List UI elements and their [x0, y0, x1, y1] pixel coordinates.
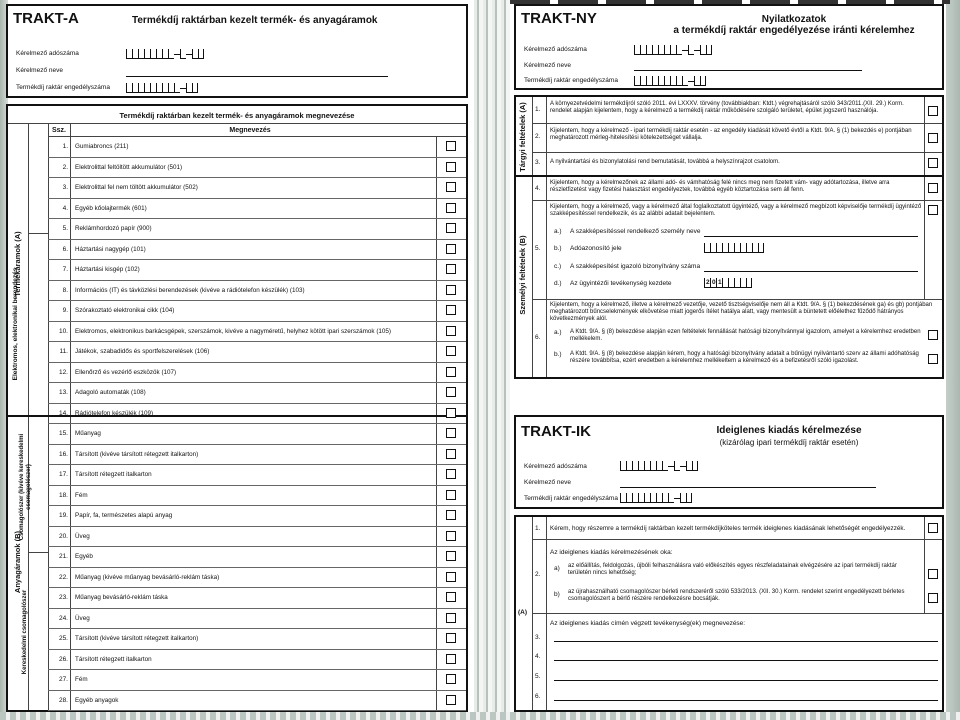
row-number: 26.: [58, 655, 68, 663]
sub-label: a.): [554, 329, 562, 336]
trakt-ny-table: [514, 95, 944, 379]
item-number: 2.: [535, 133, 541, 140]
row-number: 13.: [58, 389, 68, 396]
table-row: [48, 588, 466, 609]
row-number: 4.: [62, 204, 68, 212]
row-number: 25.: [58, 635, 68, 642]
reason-checkbox-a[interactable]: [928, 569, 938, 579]
request-text: Kérem, hogy részemre a termékdíj raktárban kezelt termékdíjköteles termék ideiglenes kiadásának lehetőségét engedélyezzék.: [550, 525, 906, 532]
table-row: [48, 301, 466, 322]
row-label: Játékok, szabadidős és sportfelszerelések (106): [75, 348, 210, 355]
form-code: TRAKT-NY: [521, 10, 597, 27]
divider: [28, 233, 48, 234]
name-field[interactable]: [620, 487, 876, 488]
table-row: [48, 486, 466, 507]
row-label: Gumiabroncs (211): [75, 143, 129, 150]
sub-label: b.): [554, 351, 562, 358]
row-number: 22.: [58, 573, 68, 581]
row-label: Elektrolittal feltöltött akkumulátor (501): [75, 163, 183, 171]
divider: [28, 552, 48, 553]
declaration-text-6: Kijelentem, hogy a kérelmező, illetve a kérelmező vezetője, vezető tisztségviselője nem áll a Ktdt. 9/A. § (1) bekezdésének ga) és gb) pontjában meghatározott bűncselekmények elkövetése miatt jogerős ítélet hatálya alatt, vagy mentesült a büntetett előélethez fűződő hátrányos következmények alól.: [550, 302, 933, 322]
row-label: Szórakoztató elektronikai cikk (104): [75, 307, 175, 314]
item-number: 5.: [535, 245, 541, 252]
row-checkbox[interactable]: [446, 367, 456, 377]
divider: [532, 200, 942, 201]
row-label: Műanyag: [75, 430, 101, 437]
row-number: 18.: [58, 491, 68, 499]
form-title-line2: a termékdíj raktár engedélyezése iránti kérelemhez: [673, 25, 915, 36]
row-number: 2.: [62, 163, 68, 171]
year-digit: 1: [718, 279, 722, 286]
form-title-line1: Nyilatkozatok: [761, 14, 827, 25]
row-checkbox[interactable]: [446, 182, 456, 192]
tax-number-field[interactable]: [126, 49, 204, 59]
table-row: [48, 670, 466, 691]
row-checkbox[interactable]: [446, 633, 456, 643]
table-row: [48, 629, 466, 650]
form-title-line2: (kizárólag ipari termékdíj raktár esetén): [719, 438, 859, 447]
row-number: 27.: [58, 676, 68, 683]
trakt-a-table: [6, 104, 468, 712]
table-row: [48, 506, 466, 527]
row-number: 24.: [58, 614, 68, 622]
sub-label: a): [554, 565, 560, 572]
table-title: Termékdíj raktárban kezelt termék- és anyagáramok megnevezése: [119, 111, 355, 120]
table-row: [48, 404, 466, 425]
row-number: 1.: [62, 143, 68, 150]
row-label: Háztartási nagygép (101): [75, 245, 146, 253]
row-checkbox[interactable]: [446, 674, 456, 684]
qualified-person-name-field[interactable]: [704, 236, 918, 237]
divider: [532, 539, 942, 540]
form-title: Termékdíj raktárban kezelt termék- és anyagáramok: [132, 15, 378, 26]
declaration-checkbox-4[interactable]: [928, 183, 938, 193]
declaration-text-3: A nyilvántartási és bizonylatolási rend bemutatását, továbbá a helyszínrajzot csatolom.: [550, 159, 780, 165]
year-digit: 0: [712, 279, 716, 286]
row-number: 17.: [58, 471, 68, 478]
sub-text: A Ktdt. 9/A. § (8) bekezdése alapján ezen feltételek fennállását hatósági bizonyítvánnyal igazolom, amelyet a kérelemhez eredetben mellékelem.: [570, 329, 921, 342]
row-number: 6.: [62, 245, 68, 253]
divider: [532, 123, 942, 124]
divider: [924, 97, 925, 299]
row-checkbox[interactable]: [446, 613, 456, 623]
declaration-text-2: Kijelentem, hogy a kérelmező - ipari termékdíj raktár esetén - az engedély kiadását követő évtől a Ktdt. 9/A. § (1) bekezdés e) pontjában meghatározott mérleg-hitelesítési kötelezettséget vállalja.: [550, 128, 912, 141]
declaration-text-1: A környezetvédelmi termékdíjról szóló 2011. évi LXXXV. törvény (továbbiakban: Ktdt.) végrehajtásáról szóló 343/2011.(XII. 29.) Korm. rendelet alapján kijelentem, hogy a kérelmező a termékdíj raktár működésére szolgáló területet, épület jogszerű használója.: [550, 101, 904, 114]
row-checkbox[interactable]: [446, 326, 456, 336]
request-checkbox[interactable]: [928, 523, 938, 533]
row-label: Üveg: [75, 614, 90, 622]
row-checkbox[interactable]: [446, 449, 456, 459]
row-number: 15.: [58, 430, 68, 437]
row-label: Elektromos, elektronikus barkácsgépek, szerszámok, kivéve a nagyméretű, helyhez kötött ipari szerszámok (105): [75, 327, 392, 335]
permit-label: Termékdíj raktár engedélyszáma: [524, 495, 618, 502]
table-row: [48, 445, 466, 466]
activity-number: 4.: [535, 653, 541, 660]
row-label: Egyéb: [75, 553, 93, 560]
divider: [532, 299, 942, 300]
year-digit: 2: [706, 279, 710, 286]
row-number: 28.: [58, 696, 68, 704]
table-row: [48, 137, 466, 158]
row-number: 23.: [58, 594, 68, 601]
row-number: 20.: [58, 532, 68, 540]
row-checkbox[interactable]: [446, 141, 456, 151]
table-row: [48, 547, 466, 568]
table-row: [48, 363, 466, 384]
group-sublabel-a: Elektromos, elektronikai berendezés: [12, 267, 19, 381]
row-label: Műanyag (kivéve műanyag bevásárló-reklám táska): [75, 573, 220, 581]
row-checkbox[interactable]: [446, 305, 456, 315]
activity-number: 3.: [535, 634, 541, 641]
column-header-name: Megnevezés: [229, 127, 271, 134]
row-label: Rádiótelefon készülék (109): [75, 409, 154, 417]
declaration-text-4: Kijelentem, hogy a kérelmezőnek az állami adó- és vámhatóság felé nincs meg nem fizetett vám- vagy adótartozása, illetve arra részletfizetést vagy fizetési halasztást engedélyeztek, továbbá egyéb köztartozása sem áll fenn.: [550, 180, 890, 193]
tax-number-label: Kérelmező adószáma: [524, 46, 587, 53]
row-checkbox[interactable]: [446, 469, 456, 479]
column-header-ssz: Ssz.: [51, 127, 66, 134]
row-label: Papír, fa, természetes alapú anyag: [75, 512, 173, 519]
row-label: Reklámhordozó papír (900): [75, 225, 152, 232]
row-checkbox[interactable]: [446, 203, 456, 213]
row-number: 3.: [62, 184, 68, 191]
activity-number: 6.: [535, 693, 541, 700]
group-label-b: Személyi feltételek (B): [518, 235, 527, 315]
table-row: [48, 342, 466, 363]
table-row: [48, 527, 466, 548]
activity-number: 5.: [535, 673, 541, 680]
sub-text: A szakképesítést igazoló bizonyítvány száma: [570, 263, 701, 270]
background-strip-bottom: [0, 712, 960, 720]
row-number: 7.: [62, 266, 68, 273]
divider: [8, 123, 466, 124]
row-checkbox[interactable]: [446, 572, 456, 582]
row-checkbox[interactable]: [446, 551, 456, 561]
row-label: Társított (kivéve társított rétegzett italkarton): [75, 635, 199, 642]
row-checkbox[interactable]: [446, 510, 456, 520]
activity-line-4[interactable]: [554, 660, 938, 661]
permit-number-field[interactable]: [634, 76, 706, 86]
tax-number-field[interactable]: [634, 45, 712, 55]
table-row: [48, 199, 466, 220]
row-label: Egyéb anyagok: [75, 696, 119, 704]
row-checkbox[interactable]: [446, 264, 456, 274]
declaration-checkbox-2[interactable]: [928, 133, 938, 143]
divider: [532, 97, 533, 377]
row-checkbox[interactable]: [446, 244, 456, 254]
row-number: 11.: [59, 348, 68, 355]
row-checkbox[interactable]: [446, 387, 456, 397]
row-checkbox[interactable]: [446, 346, 456, 356]
sub-label: d.): [554, 280, 562, 287]
trakt-ny-header: [514, 4, 944, 90]
declaration-checkbox-5[interactable]: [928, 205, 938, 215]
row-checkbox[interactable]: [446, 223, 456, 233]
reason-b-text: az újrahasználható csomagolószer bérleti rendszeréről szóló 533/2013. (XII. 30.) Korm. rendelet szerint engedélyezett bérletes csomagolószert a bérlő részére rendelkezésre bocsátják.: [568, 589, 905, 602]
reason-a-text: az előállítás, feldolgozás, újbóli felhasználásra való előkészítés egyes részfeladatainak elvégzésére az ipari termékdíj raktár területén nincs lehetőség;: [568, 563, 897, 576]
divider: [924, 517, 925, 613]
form-code: TRAKT-IK: [521, 423, 591, 440]
table-row: [48, 322, 466, 343]
table-row: [48, 158, 466, 179]
table-row: [48, 219, 466, 240]
row-number: 19.: [58, 512, 68, 519]
row-label: Fém: [75, 491, 88, 499]
sub-text: Adóazonosító jele: [570, 245, 622, 252]
row-checkbox[interactable]: [446, 592, 456, 602]
group-label-a: Tárgyi feltételek (A): [518, 102, 527, 172]
trakt-a-header: [6, 4, 468, 98]
row-number: 8.: [62, 286, 68, 294]
activity-heading: Az ideiglenes kiadás címén végzett tevékenység(ek) megnevezése:: [550, 620, 746, 627]
form-title-line1: Ideiglenes kiadás kérelmezése: [716, 425, 862, 436]
table-row: [48, 609, 466, 630]
row-number: 9.: [62, 307, 68, 314]
activity-line-3[interactable]: [554, 641, 938, 642]
item-number: 3.: [535, 159, 541, 166]
item-number: 1.: [535, 106, 541, 113]
form-code: TRAKT-A: [13, 10, 79, 27]
row-checkbox[interactable]: [446, 490, 456, 500]
divider: [516, 175, 942, 177]
sub-label: b.): [554, 245, 562, 252]
row-label: Információs (IT) és távközlési berendezések (kivéve a rádiótelefon készülék) (103): [75, 286, 305, 294]
row-checkbox[interactable]: [446, 162, 456, 172]
table-row: [48, 691, 466, 712]
table-row: [48, 281, 466, 302]
row-label: Műanyag bevásárló-reklám táska: [75, 594, 168, 601]
sub-text: A szakképesítéssel rendelkező személy neve: [570, 228, 701, 235]
permit-label: Termékdíj raktár engedélyszáma: [524, 77, 618, 84]
row-number: 5.: [62, 225, 68, 232]
item-number: 6.: [535, 334, 541, 341]
declaration-text-5: Kijelentem, hogy a kérelmező, vagy a kérelmező által foglalkoztatott ügyintéző, vagy a kérelmező megbízott képviselője termékdíj ügyintéző szakképesítéssel rendelkezik, és az alábbi adatait bejelentem.: [550, 204, 922, 217]
row-checkbox[interactable]: [446, 428, 456, 438]
table-row: [48, 650, 466, 671]
declaration-checkbox-1[interactable]: [928, 106, 938, 116]
divider: [532, 152, 942, 153]
activity-line-5[interactable]: [554, 680, 938, 681]
name-label: Kérelmező neve: [16, 67, 63, 74]
table-row: [48, 240, 466, 261]
certificate-number-field[interactable]: [704, 271, 918, 272]
item-number: 4.: [535, 185, 541, 192]
tax-number-field[interactable]: [620, 461, 698, 471]
name-field[interactable]: [126, 76, 388, 77]
sub-label: b): [554, 591, 560, 598]
tax-number-label: Kérelmező adószáma: [16, 50, 79, 57]
row-number: 12.: [58, 368, 68, 376]
table-row: [48, 178, 466, 199]
sub-label: a.): [554, 228, 562, 235]
trakt-ik-header: [514, 415, 944, 509]
row-checkbox[interactable]: [446, 695, 456, 705]
name-label: Kérelmező neve: [524, 479, 571, 486]
table-row: [48, 568, 466, 589]
item-number: 2.: [535, 571, 541, 578]
divider: [532, 613, 942, 614]
row-checkbox[interactable]: [446, 654, 456, 664]
group-sublabel-b1: Csomagolószer (kivéve kereskedelmi csomagolószer): [19, 433, 32, 541]
permit-number-field[interactable]: [126, 83, 198, 93]
table-row: [48, 260, 466, 281]
row-label: Üveg: [75, 532, 90, 540]
row-label: Társított rétegzett italkarton: [75, 471, 152, 478]
background-strip-middle: [474, 0, 510, 720]
tax-id-field[interactable]: [704, 243, 764, 253]
permit-number-field[interactable]: [620, 493, 692, 503]
row-number: 14.: [58, 409, 68, 417]
reason-heading: Az ideiglenes kiadás kérelmezésének oka:: [550, 549, 673, 556]
tax-number-label: Kérelmező adószáma: [524, 463, 587, 470]
row-checkbox[interactable]: [446, 285, 456, 295]
option-checkbox-6a[interactable]: [928, 330, 938, 340]
row-number: 16.: [58, 450, 68, 458]
group-sublabel-b2: Kereskedelmi csomagolószer: [22, 589, 28, 675]
permit-label: Termékdíj raktár engedélyszáma: [16, 84, 110, 91]
row-label: Adagoló automaták (108): [75, 389, 146, 396]
table-row: [48, 383, 466, 404]
row-label: Fém: [75, 676, 88, 683]
row-number: 10.: [58, 327, 68, 335]
row-label: Társított (kivéve társított rétegzett italkarton): [75, 450, 199, 458]
declaration-checkbox-3[interactable]: [928, 158, 938, 168]
divider: [546, 97, 547, 377]
row-label: Elektrolittal fel nem töltött akkumulátor (502): [75, 184, 198, 191]
row-label: Háztartási kisgép (102): [75, 266, 140, 273]
item-number: 1.: [535, 525, 541, 532]
group-label-b: Anyagáramok (B): [13, 530, 22, 594]
table-row: [48, 424, 466, 445]
row-label: Társított rétegzett italkarton: [75, 655, 152, 663]
group-label-a: Termékáramok (A): [13, 231, 22, 297]
row-number: 21.: [58, 553, 68, 560]
table-row: [48, 465, 466, 486]
row-label: Ellenőrző és vezérlő eszközök (107): [75, 368, 177, 376]
sub-text: Az ügyintézői tevékenység kezdete: [570, 280, 672, 287]
row-checkbox[interactable]: [446, 531, 456, 541]
trakt-ik-table: [514, 515, 944, 712]
row-label: Egyéb kőolajtermék (601): [75, 204, 147, 212]
name-field[interactable]: [634, 70, 862, 71]
option-checkbox-6b[interactable]: [928, 354, 938, 364]
name-label: Kérelmező neve: [524, 62, 571, 69]
activity-line-6[interactable]: [554, 700, 938, 701]
sub-text: A Ktdt. 9/A. § (8) bekezdése alapján kérem, hogy a hatósági bizonyítvány adatait a bűnügyi nyilvántartó szerv az állami adóhatóság részére továbbítsa, ezért eredetben a kérelemhez mellékeltem a kérelmező és a befizetésről szóló igazolást.: [570, 351, 919, 364]
row-checkbox[interactable]: [446, 408, 456, 418]
group-label-a: (A): [518, 609, 528, 616]
sub-label: c.): [554, 263, 562, 270]
background-strip-right: [946, 0, 960, 720]
reason-checkbox-b[interactable]: [928, 593, 938, 603]
